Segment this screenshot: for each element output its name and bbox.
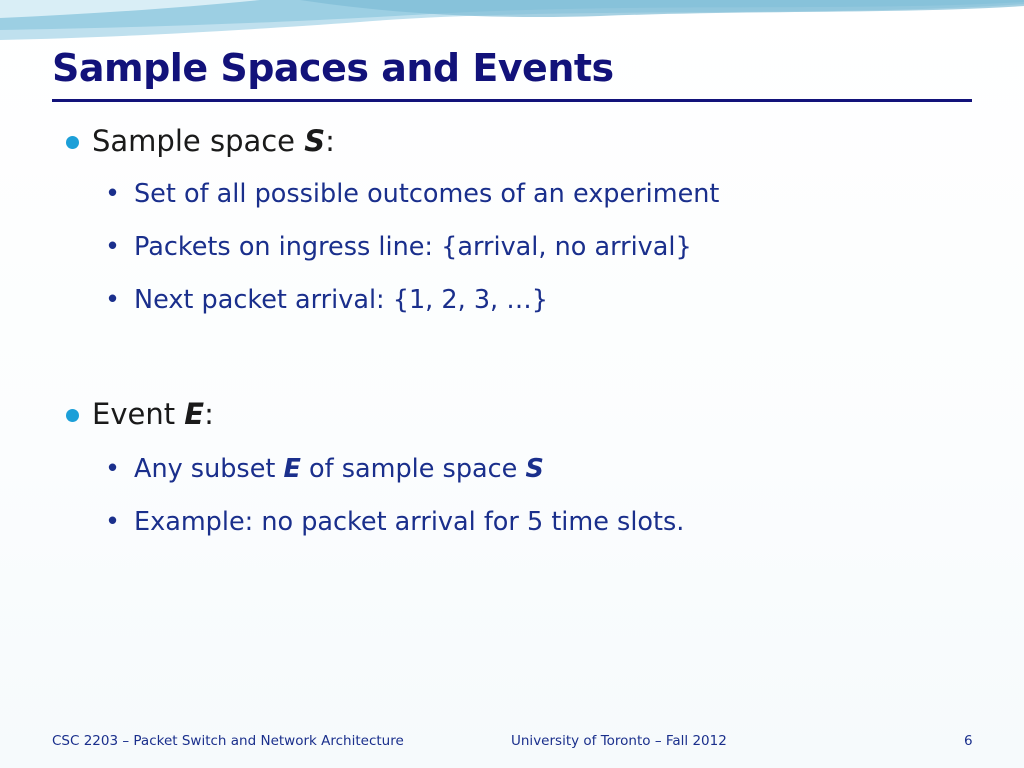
bullet-suffix: : bbox=[325, 124, 335, 158]
sub-bullet-text: Set of all possible outcomes of an experiment bbox=[134, 179, 720, 209]
bullet-dot-icon bbox=[66, 409, 79, 422]
footer-institution: University of Toronto – Fall 2012 bbox=[511, 733, 727, 749]
header-wave-decoration bbox=[0, 0, 1024, 40]
footer-course: CSC 2203 – Packet Switch and Network Architecture bbox=[52, 733, 404, 749]
symbol-s: S bbox=[304, 124, 326, 158]
sub-bullet-text: Next packet arrival: {1, 2, 3, …} bbox=[134, 285, 548, 315]
footer-page-number: 6 bbox=[964, 733, 973, 749]
bullet-text bbox=[92, 397, 214, 431]
bullet-label: Sample space bbox=[92, 124, 305, 158]
sub-bullet-dot-icon: • bbox=[105, 232, 121, 262]
sub-bullet-text: Packets on ingress line: {arrival, no arrival} bbox=[134, 232, 692, 262]
sub-bullet-text bbox=[134, 454, 544, 484]
slide-title: Sample Spaces and Events bbox=[52, 46, 614, 90]
symbol-s: S bbox=[525, 454, 544, 484]
bullet-dot-icon bbox=[66, 136, 79, 149]
bullet-suffix: : bbox=[204, 397, 214, 431]
sub-bullet-text: Example: no packet arrival for 5 time slots. bbox=[134, 507, 685, 537]
text-fragment: of sample space bbox=[300, 454, 526, 484]
sub-bullet-dot-icon: • bbox=[105, 507, 121, 537]
sub-bullet-dot-icon: • bbox=[105, 179, 121, 209]
sub-bullet-dot-icon: • bbox=[105, 285, 121, 315]
sub-bullet-dot-icon: • bbox=[105, 454, 121, 484]
title-underline bbox=[52, 99, 972, 102]
symbol-e: E bbox=[283, 454, 301, 484]
bullet-text bbox=[92, 124, 335, 158]
bullet-label: Event bbox=[92, 397, 185, 431]
symbol-e: E bbox=[184, 397, 205, 431]
text-fragment: Any subset bbox=[134, 454, 284, 484]
